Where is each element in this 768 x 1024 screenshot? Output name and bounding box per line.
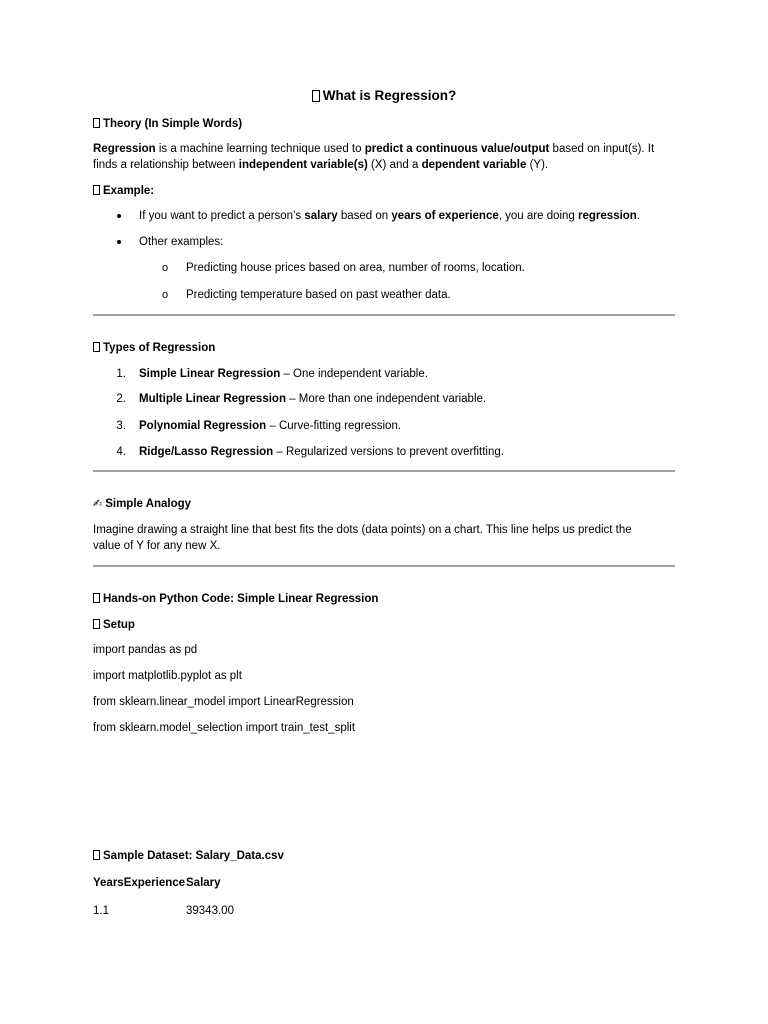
table-header-salary: Salary xyxy=(186,877,221,889)
list-number: 4. xyxy=(116,446,126,458)
regression-type-item: Simple Linear Regression – One independent variable. xyxy=(139,368,428,380)
regression-type-item: Polynomial Regression – Curve-fitting regression. xyxy=(139,420,402,432)
theory-paragraph-line-1: Regression is a machine learning technique used to predict a continuous value/output based on input(s). It xyxy=(93,143,655,155)
theory-heading: Theory (In Simple Words) xyxy=(93,116,242,132)
theory-paragraph-line-2: finds a relationship between independent variable(s) (X) and a dependent variable (Y). xyxy=(93,159,549,171)
bullet-icon xyxy=(117,214,121,218)
table-cell-salary: 39343.00 xyxy=(186,905,234,917)
regression-type-item: Multiple Linear Regression – More than one independent variable. xyxy=(139,393,487,405)
setup-heading: Setup xyxy=(93,617,135,633)
example-sub-item: Predicting house prices based on area, number of rooms, location. xyxy=(186,262,525,274)
emoji-placeholder-icon xyxy=(93,593,100,603)
analogy-heading: ✍ Simple Analogy xyxy=(93,497,192,510)
analogy-text-line-2: value of Y for any new X. xyxy=(93,540,221,552)
sub-bullet-marker: o xyxy=(162,262,169,274)
bullet-icon xyxy=(117,240,121,244)
code-line: import pandas as pd xyxy=(93,644,198,656)
horizontal-divider xyxy=(93,470,675,472)
example-heading: Example: xyxy=(93,183,154,199)
emoji-placeholder-icon xyxy=(93,118,100,128)
emoji-placeholder-icon xyxy=(93,850,100,860)
horizontal-divider xyxy=(93,314,675,316)
sub-bullet-marker: o xyxy=(162,289,169,301)
example-sub-item: Predicting temperature based on past weather data. xyxy=(186,289,451,301)
code-line: from sklearn.linear_model import LinearRegression xyxy=(93,696,354,708)
analogy-text-line-1: Imagine drawing a straight line that best fits the dots (data points) on a chart. This line helps us predict the xyxy=(93,524,632,536)
code-line: import matplotlib.pyplot as plt xyxy=(93,670,242,682)
regression-type-item: Ridge/Lasso Regression – Regularized versions to prevent overfitting. xyxy=(139,446,504,458)
horizontal-divider xyxy=(93,565,675,567)
emoji-placeholder-icon xyxy=(93,185,100,195)
table-header-years: YearsExperience xyxy=(93,877,186,889)
example-bullet-2: Other examples: xyxy=(139,236,224,248)
emoji-placeholder-icon xyxy=(93,342,100,352)
page-title: What is Regression? xyxy=(0,88,768,104)
emoji-placeholder-icon xyxy=(93,619,100,629)
list-number: 3. xyxy=(116,420,126,432)
table-cell-years: 1.1 xyxy=(93,905,109,917)
code-heading: Hands-on Python Code: Simple Linear Regression xyxy=(93,591,378,607)
list-number: 1. xyxy=(116,368,126,380)
types-heading: Types of Regression xyxy=(93,340,215,356)
emoji-placeholder-icon xyxy=(312,90,320,102)
dataset-heading: Sample Dataset: Salary_Data.csv xyxy=(93,848,284,864)
list-number: 2. xyxy=(116,393,126,405)
writing-hand-icon: ✍ xyxy=(93,497,103,510)
example-bullet-1: If you want to predict a person’s salary based on years of experience, you are doing regression. xyxy=(139,210,641,222)
code-line: from sklearn.model_selection import train_test_split xyxy=(93,722,356,734)
